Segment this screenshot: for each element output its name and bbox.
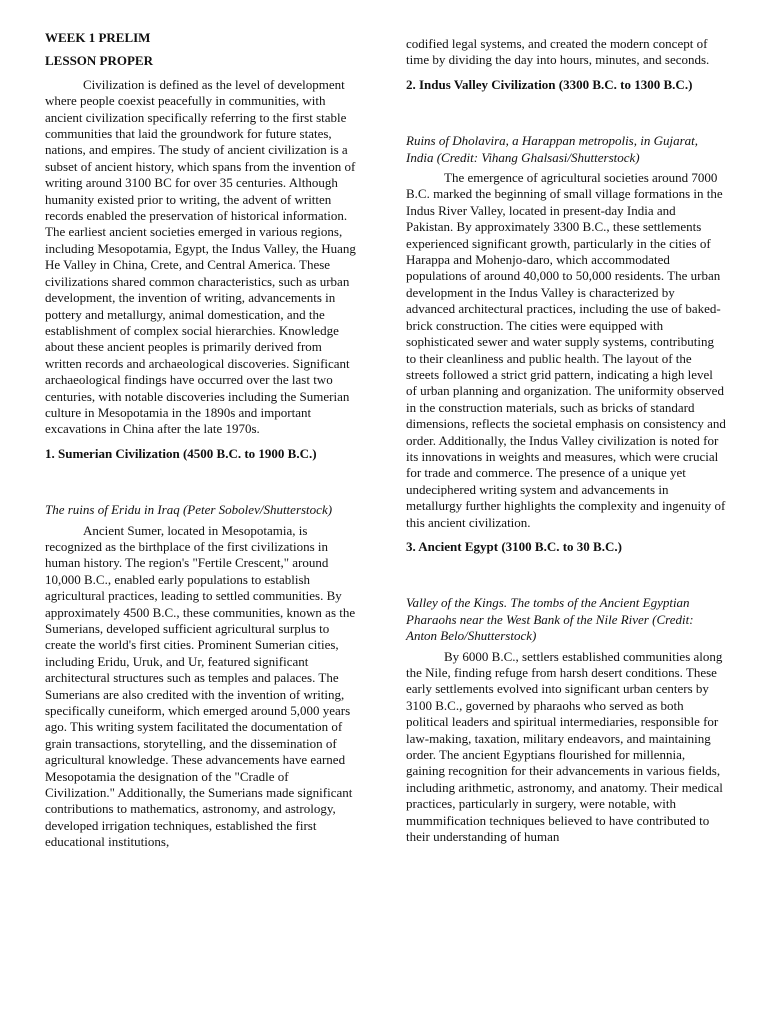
- sumerian-paragraph: Ancient Sumer, located in Mesopotamia, is recognized as the birthplace of the first civilizations in human history. The region's "Fertile Crescent," around 10,000 B.C., enabled early populations to establish agricultural practices, leading to settled communities. By approximately 4500 B.C., these communities, known as the Sumerians, developed sufficient agricultural surplus to create the world's first cities. Prominent Sumerian cities, including Eridu, Uruk, and Ur, featured significant architectural structures such as temples and palaces. The Sumerians are also credited with the invention of writing, specifically cuneiform, which emerged around 5,000 years ago. This writing system facilitated the documentation of grain transactions, storytelling, and the dissemination of agricultural knowledge. These advancements have earned Mesopotamia the designation of the "Cradle of Civilization." Additionally, the Sumerians made significant contributions to mathematics, astronomy, and astrology, developed irrigation techniques, established the first educational institutions,: [45, 522, 356, 850]
- sumerian-image-caption: The ruins of Eridu in Iraq (Peter Sobolev/Shutterstock): [45, 502, 333, 518]
- left-column: [45, 30, 357, 851]
- indus-image-placeholder: [406, 93, 726, 133]
- section-heading-sumerian: 1. Sumerian Civilization (4500 B.C. to 1900 B.C.): [45, 445, 317, 461]
- indus-image-caption: Ruins of Dholavira, a Harappan metropolis, in Gujarat, India (Credit: Vihang Ghalsasi/Shutterstock): [406, 133, 699, 165]
- egypt-image-placeholder: [406, 555, 726, 595]
- section-heading-indus: 2. Indus Valley Civilization (3300 B.C. to 1300 B.C.): [406, 76, 693, 92]
- week-heading: WEEK 1 PRELIM: [45, 30, 151, 45]
- egypt-paragraph: By 6000 B.C., settlers established communities along the Nile, finding refuge from harsh desert conditions. These early settlements evolved into significant urban centers by 3100 B.C., governed by pharaohs who served as both political leaders and spiritual intermediaries, responsible for law-making, taxation, military endeavors, and maintaining order. The ancient Egyptians flourished for millennia, gaining recognition for their advancements in various fields, including arithmetic, astronomy, and anatomy. Their medical practices, particularly in surgery, were notable, with mummification techniques believed to have contributed to their understanding of human: [406, 648, 723, 845]
- right-column: [406, 36, 726, 845]
- sumerian-paragraph-continued: codified legal systems, and created the modern concept of time by dividing the day into hours, minutes, and seconds.: [406, 36, 710, 68]
- intro-paragraph: Civilization is defined as the level of development where people coexist peacefully in communities, with ancient civilization specifically referring to the first stable communities that laid the groundwork for future states, nations, and empires. The study of ancient civilization is a subset of ancient history, which spans from the invention of writing around 3100 BC for over 35 centuries. Although humanity existed prior to writing, the advent of written records enabled the preservation of historical information. The earliest ancient societies emerged in various regions, including Mesopotamia, Egypt, the Indus Valley, the Huang He Valley in China, Crete, and Central America. These civilizations shared common characteristics, such as urban development, the invention of writing, advancements in pottery and metallurgy, animal domestication, and the establishment of complex social hierarchies. Knowledge about these ancient peoples is primarily derived from written records and archaeological discoveries. Significant archaeological findings have occurred over the last two centuries, with notable discoveries including the Sumerian culture in Mesopotamia in the 1890s and important excavations in China after the late 1970s.: [45, 76, 356, 437]
- section-heading-egypt: 3. Ancient Egypt (3100 B.C. to 30 B.C.): [406, 538, 622, 554]
- lesson-heading: LESSON PROPER: [45, 53, 153, 69]
- indus-paragraph: The emergence of agricultural societies around 7000 B.C. marked the beginning of small village formations in the Indus River Valley, located in present-day India and Pakistan. By approximately 3300 B.C., these settlements experienced significant growth, particularly in the cities of Harappa and Mohenjo-daro, which accommodated populations of around 40,000 to 50,000 residents. The urban development in the Indus Valley is characterized by advanced architectural practices, including the use of baked-brick construction. The cities were equipped with sophisticated sewer and water supply systems, contributing to their cleanliness and public health. The layout of the streets followed a strict grid pattern, indicating a high level of urban planning and organization. The uniformity observed in the construction materials, such as bricks of standard dimensions, reflects the societal emphasis on consistency and order. Additionally, the Indus Valley civilization is noted for its innovations in weights and measures, which were crucial for trade and commerce. The presence of a unique yet undeciphered writing system and advancements in metallurgy further highlights the complexity and ingenuity of this ancient civilization.: [406, 170, 726, 530]
- egypt-image-caption: Valley of the Kings. The tombs of the Ancient Egyptian Pharaohs near the West Bank of the Nile River (Credit: Anton Belo/Shutterstock): [406, 595, 694, 644]
- sumerian-image-placeholder: [45, 462, 357, 502]
